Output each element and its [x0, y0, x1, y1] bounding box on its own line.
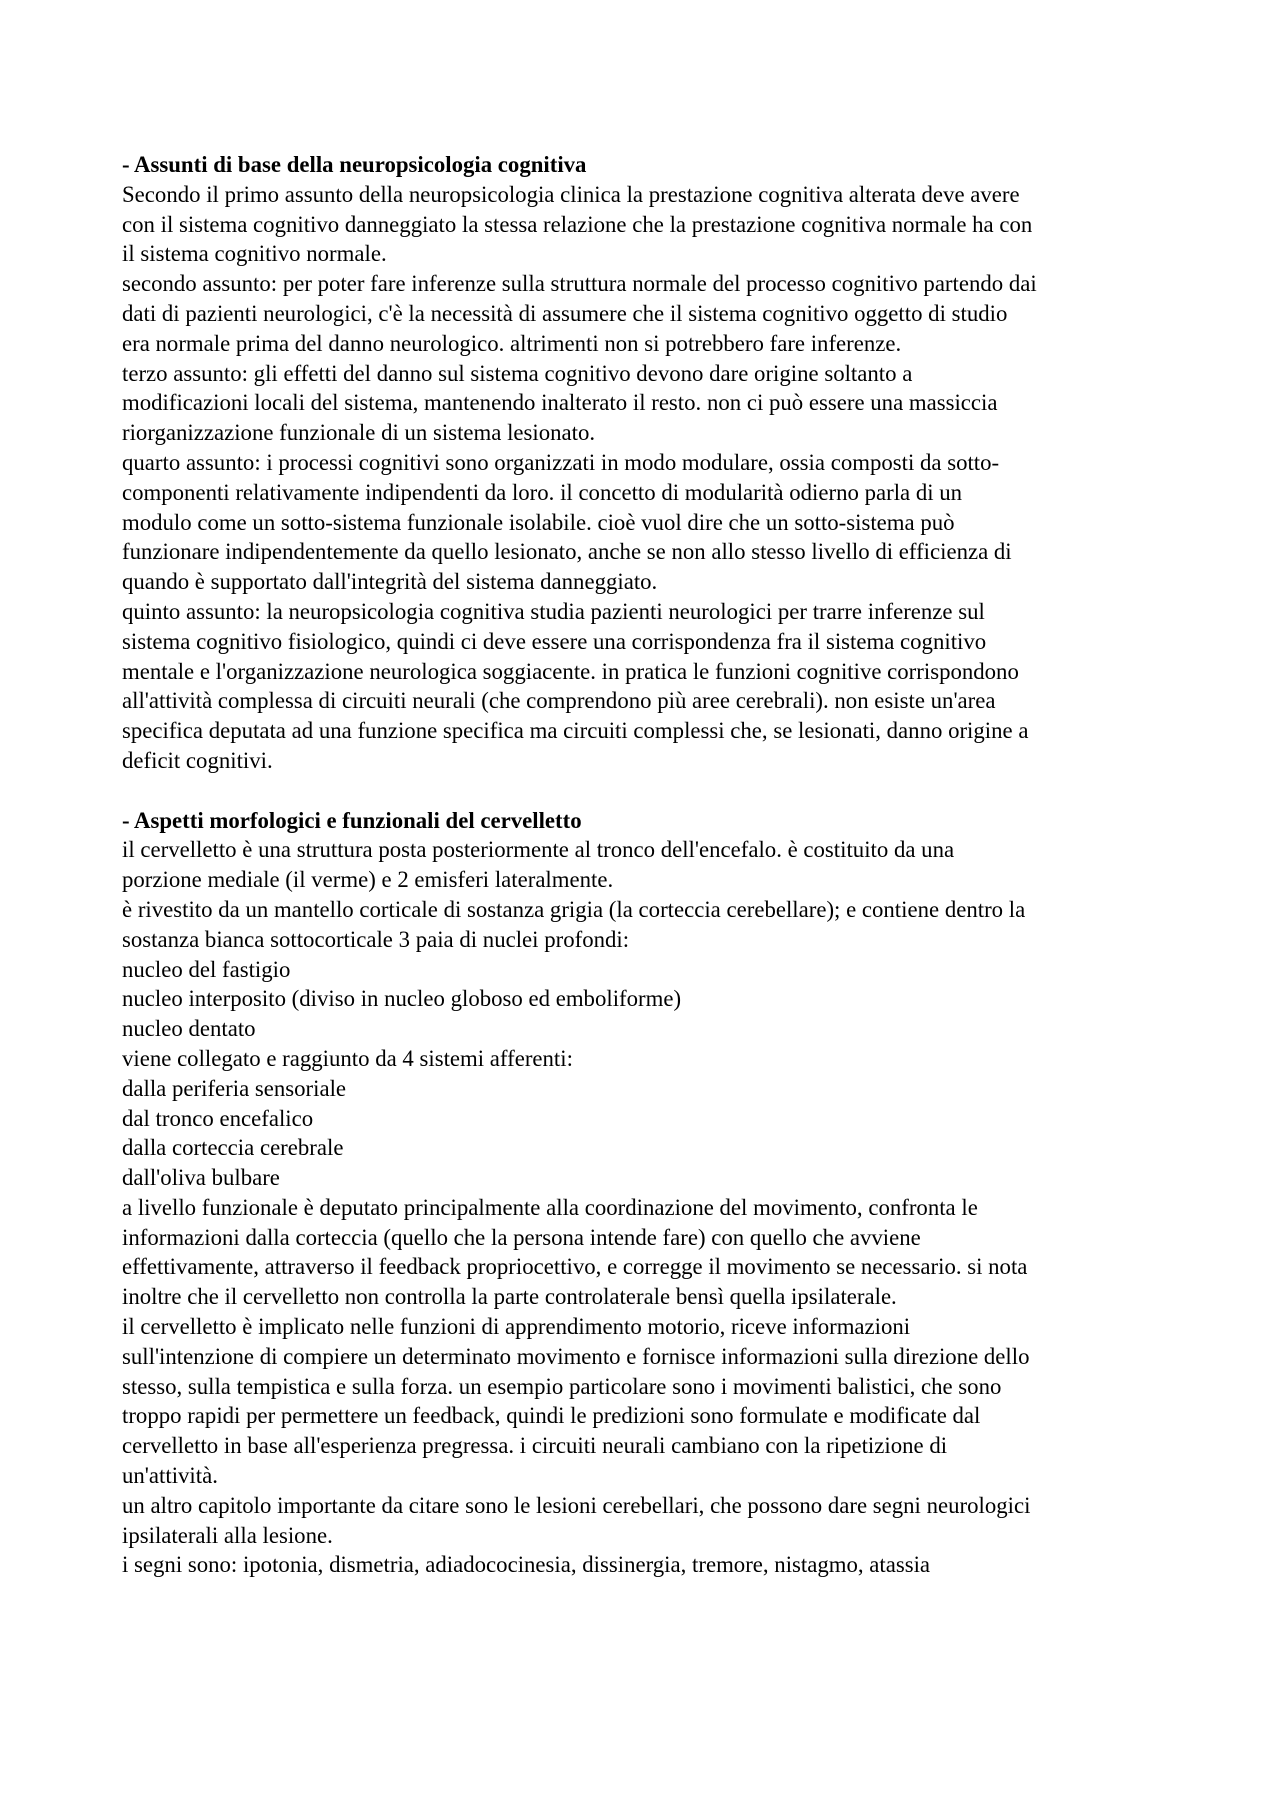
text-line: dal tronco encefalico	[122, 1105, 314, 1131]
text-line: modificazioni locali del sistema, mantenendo inalterato il resto. non ci può essere una massiccia	[122, 390, 998, 416]
text-line: funzionare indipendentemente da quello lesionato, anche se non allo stesso livello di efficienza di	[122, 539, 1012, 565]
text-line: dall'oliva bulbare	[122, 1165, 280, 1191]
text-line: dati di pazienti neurologici, c'è la necessità di assumere che il sistema cognitivo oggetto di studio	[122, 300, 1008, 326]
text-line: quando è supportato dall'integrità del sistema danneggiato.	[122, 569, 658, 595]
text-line: all'attività complessa di circuiti neurali (che comprendono più aree cerebrali). non esiste un'area	[122, 688, 996, 714]
text-line: nucleo interposito (diviso in nucleo globoso ed emboliforme)	[122, 986, 682, 1012]
document-page	[122, 150, 1162, 1580]
text-line: a livello funzionale è deputato principalmente alla coordinazione del movimento, confronta le	[122, 1194, 978, 1220]
section-neuropsicologia	[122, 150, 1162, 776]
text-line: troppo rapidi per permettere un feedback, quindi le predizioni sono formulate e modificate dal	[122, 1403, 981, 1429]
text-line: un'attività.	[122, 1463, 218, 1489]
text-line: viene collegato e raggiunto da 4 sistemi afferenti:	[122, 1045, 573, 1071]
text-line: il cervelletto è implicato nelle funzioni di apprendimento motorio, riceve informazioni	[122, 1314, 911, 1340]
text-line: terzo assunto: gli effetti del danno sul sistema cognitivo devono dare origine soltanto a	[122, 360, 913, 386]
text-line: nucleo dentato	[122, 1016, 256, 1042]
text-line: effettivamente, attraverso il feedback propriocettivo, e corregge il movimento se necessario. si nota	[122, 1254, 1028, 1280]
text-line: il cervelletto è una struttura posta posteriormente al tronco dell'encefalo. è costituito da una	[122, 837, 955, 863]
section-heading: - Aspetti morfologici e funzionali del cervelletto	[122, 807, 582, 833]
text-line: era normale prima del danno neurologico. altrimenti non si potrebbero fare inferenze.	[122, 330, 902, 356]
text-line: specifica deputata ad una funzione specifica ma circuiti complessi che, se lesionati, danno origine a	[122, 718, 1029, 744]
text-line: modulo come un sotto-sistema funzionale isolabile. cioè vuol dire che un sotto-sistema può	[122, 509, 955, 535]
text-line: secondo assunto: per poter fare inferenze sulla struttura normale del processo cognitivo partendo dai	[122, 271, 1037, 297]
text-line: nucleo del fastigio	[122, 956, 291, 982]
text-line: Secondo il primo assunto della neuropsicologia clinica la prestazione cognitiva alterata deve avere	[122, 181, 1020, 207]
section-cervelletto	[122, 806, 1162, 1581]
text-line: quarto assunto: i processi cognitivi sono organizzati in modo modulare, ossia composti da sotto-	[122, 449, 1000, 475]
text-line: sistema cognitivo fisiologico, quindi ci deve essere una corrispondenza fra il sistema cognitivo	[122, 628, 987, 654]
text-line: riorganizzazione funzionale di un sistema lesionato.	[122, 420, 596, 446]
text-line: componenti relativamente indipendenti da loro. il concetto di modularità odierno parla di un	[122, 479, 963, 505]
text-line: porzione mediale (il verme) e 2 emisferi lateralmente.	[122, 867, 614, 893]
text-line: inoltre che il cervelletto non controlla la parte controlaterale bensì quella ipsilaterale.	[122, 1284, 897, 1310]
text-line: informazioni dalla corteccia (quello che la persona intende fare) con quello che avviene	[122, 1224, 921, 1250]
text-line: dalla corteccia cerebrale	[122, 1135, 344, 1161]
text-line: cervelletto in base all'esperienza pregressa. i circuiti neurali cambiano con la ripetizione di	[122, 1433, 948, 1459]
text-line: è rivestito da un mantello corticale di sostanza grigia (la corteccia cerebellare); e contiene dentro la	[122, 896, 1026, 922]
text-line: ipsilaterali alla lesione.	[122, 1522, 333, 1548]
text-line: dalla periferia sensoriale	[122, 1075, 347, 1101]
text-line: i segni sono: ipotonia, dismetria, adiadococinesia, dissinergia, tremore, nistagmo, atassia	[122, 1552, 931, 1578]
text-line: deficit cognitivi.	[122, 747, 273, 773]
paragraph-gap	[122, 776, 1162, 806]
text-line: stesso, sulla tempistica e sulla forza. un esempio particolare sono i movimenti balistici, che sono	[122, 1373, 1002, 1399]
text-line: un altro capitolo importante da citare sono le lesioni cerebellari, che possono dare segni neurologici	[122, 1492, 1031, 1518]
text-line: mentale e l'organizzazione neurologica soggiacente. in pratica le funzioni cognitive corrispondono	[122, 658, 1019, 684]
text-line: sostanza bianca sottocorticale 3 paia di nuclei profondi:	[122, 926, 630, 952]
text-line: il sistema cognitivo normale.	[122, 241, 387, 267]
text-line: quinto assunto: la neuropsicologia cognitiva studia pazienti neurologici per trarre inferenze sul	[122, 598, 985, 624]
text-line: sull'intenzione di compiere un determinato movimento e fornisce informazioni sulla direzione dello	[122, 1343, 1030, 1369]
section-heading: - Assunti di base della neuropsicologia cognitiva	[122, 152, 587, 177]
text-line: con il sistema cognitivo danneggiato la stessa relazione che la prestazione cognitiva normale ha con	[122, 211, 1033, 237]
